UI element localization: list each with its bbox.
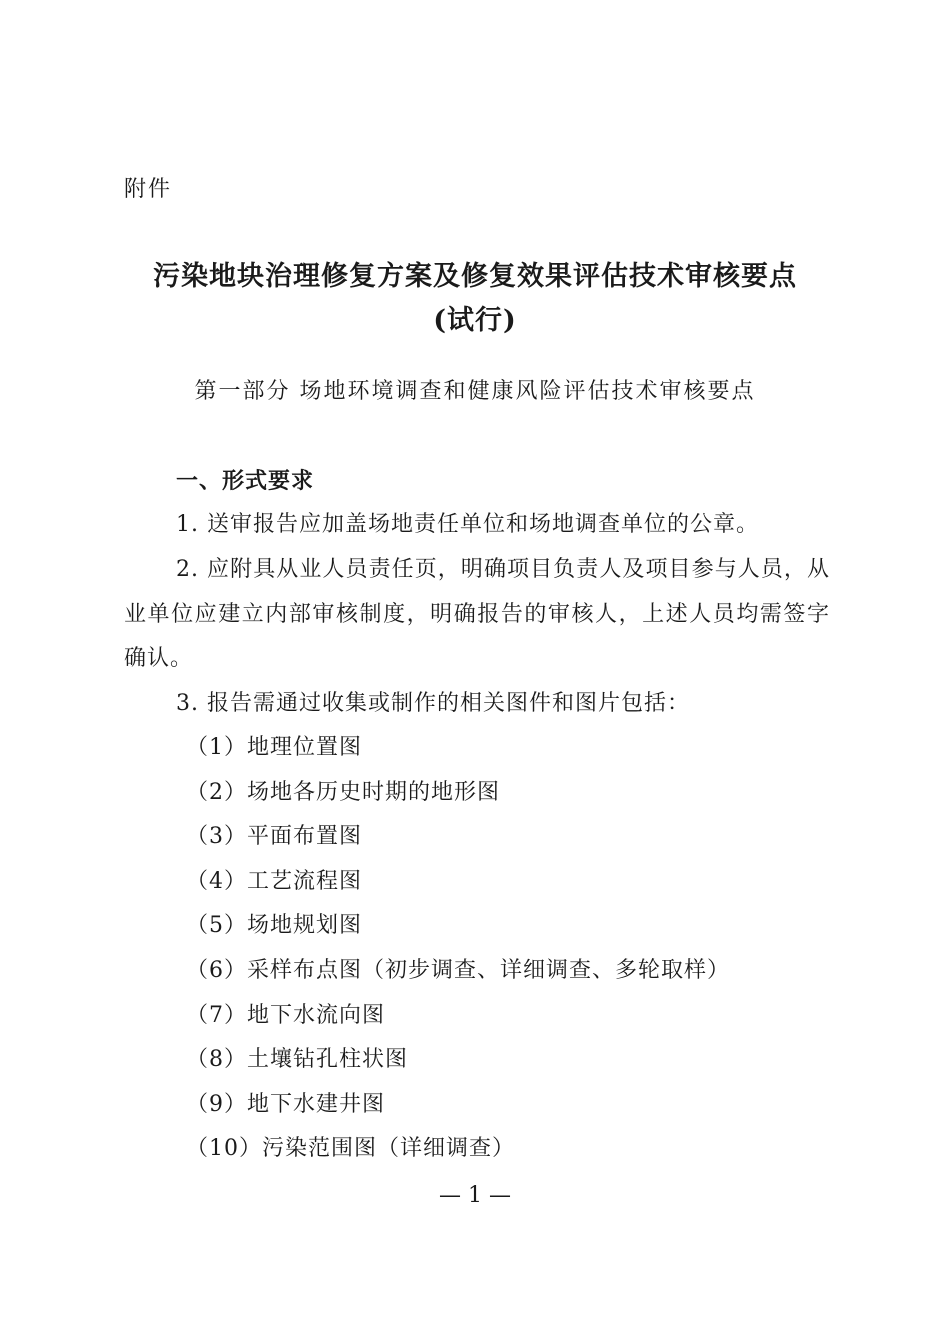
attachment-label: 附件 bbox=[124, 177, 173, 202]
list-item: （8）土壤钻孔柱状图 bbox=[186, 1047, 408, 1073]
list-item: （2）场地各历史时期的地形图 bbox=[186, 779, 500, 805]
list-item: （6）采样布点图（初步调查、详细调查、多轮取样） bbox=[186, 957, 730, 983]
list-item: （10）污染范围图（详细调查） bbox=[186, 1136, 515, 1162]
list-item: （4）工艺流程图 bbox=[186, 868, 362, 894]
list-item: （9）地下水建井图 bbox=[186, 1091, 385, 1117]
page-number: — 1 — bbox=[439, 1183, 511, 1208]
list-item: （3）平面布置图 bbox=[186, 824, 362, 850]
paragraph-2: 2. 应附具从业人员责任页，明确项目负责人及项目参与人员，从业单位应建立内部审核制度，明确报告的审核人，上述人员均需签字确认。 bbox=[124, 557, 830, 671]
list-item: （5）场地规划图 bbox=[186, 913, 362, 939]
section-heading: 一、形式要求 bbox=[176, 468, 315, 494]
paragraph-3: 3. 报告需通过收集或制作的相关图件和图片包括： bbox=[176, 691, 690, 716]
document-subtitle: (试行) bbox=[433, 305, 517, 336]
document-title: 污染地块治理修复方案及修复效果评估技术审核要点 bbox=[153, 261, 797, 292]
paragraph-1: 1. 送审报告应加盖场地责任单位和场地调查单位的公章。 bbox=[176, 512, 759, 537]
figure-list bbox=[186, 726, 730, 1172]
list-item: （1）地理位置图 bbox=[186, 735, 362, 760]
list-item: （7）地下水流向图 bbox=[186, 1002, 385, 1028]
part-heading: 第一部分 场地环境调查和健康风险评估技术审核要点 bbox=[194, 379, 756, 404]
